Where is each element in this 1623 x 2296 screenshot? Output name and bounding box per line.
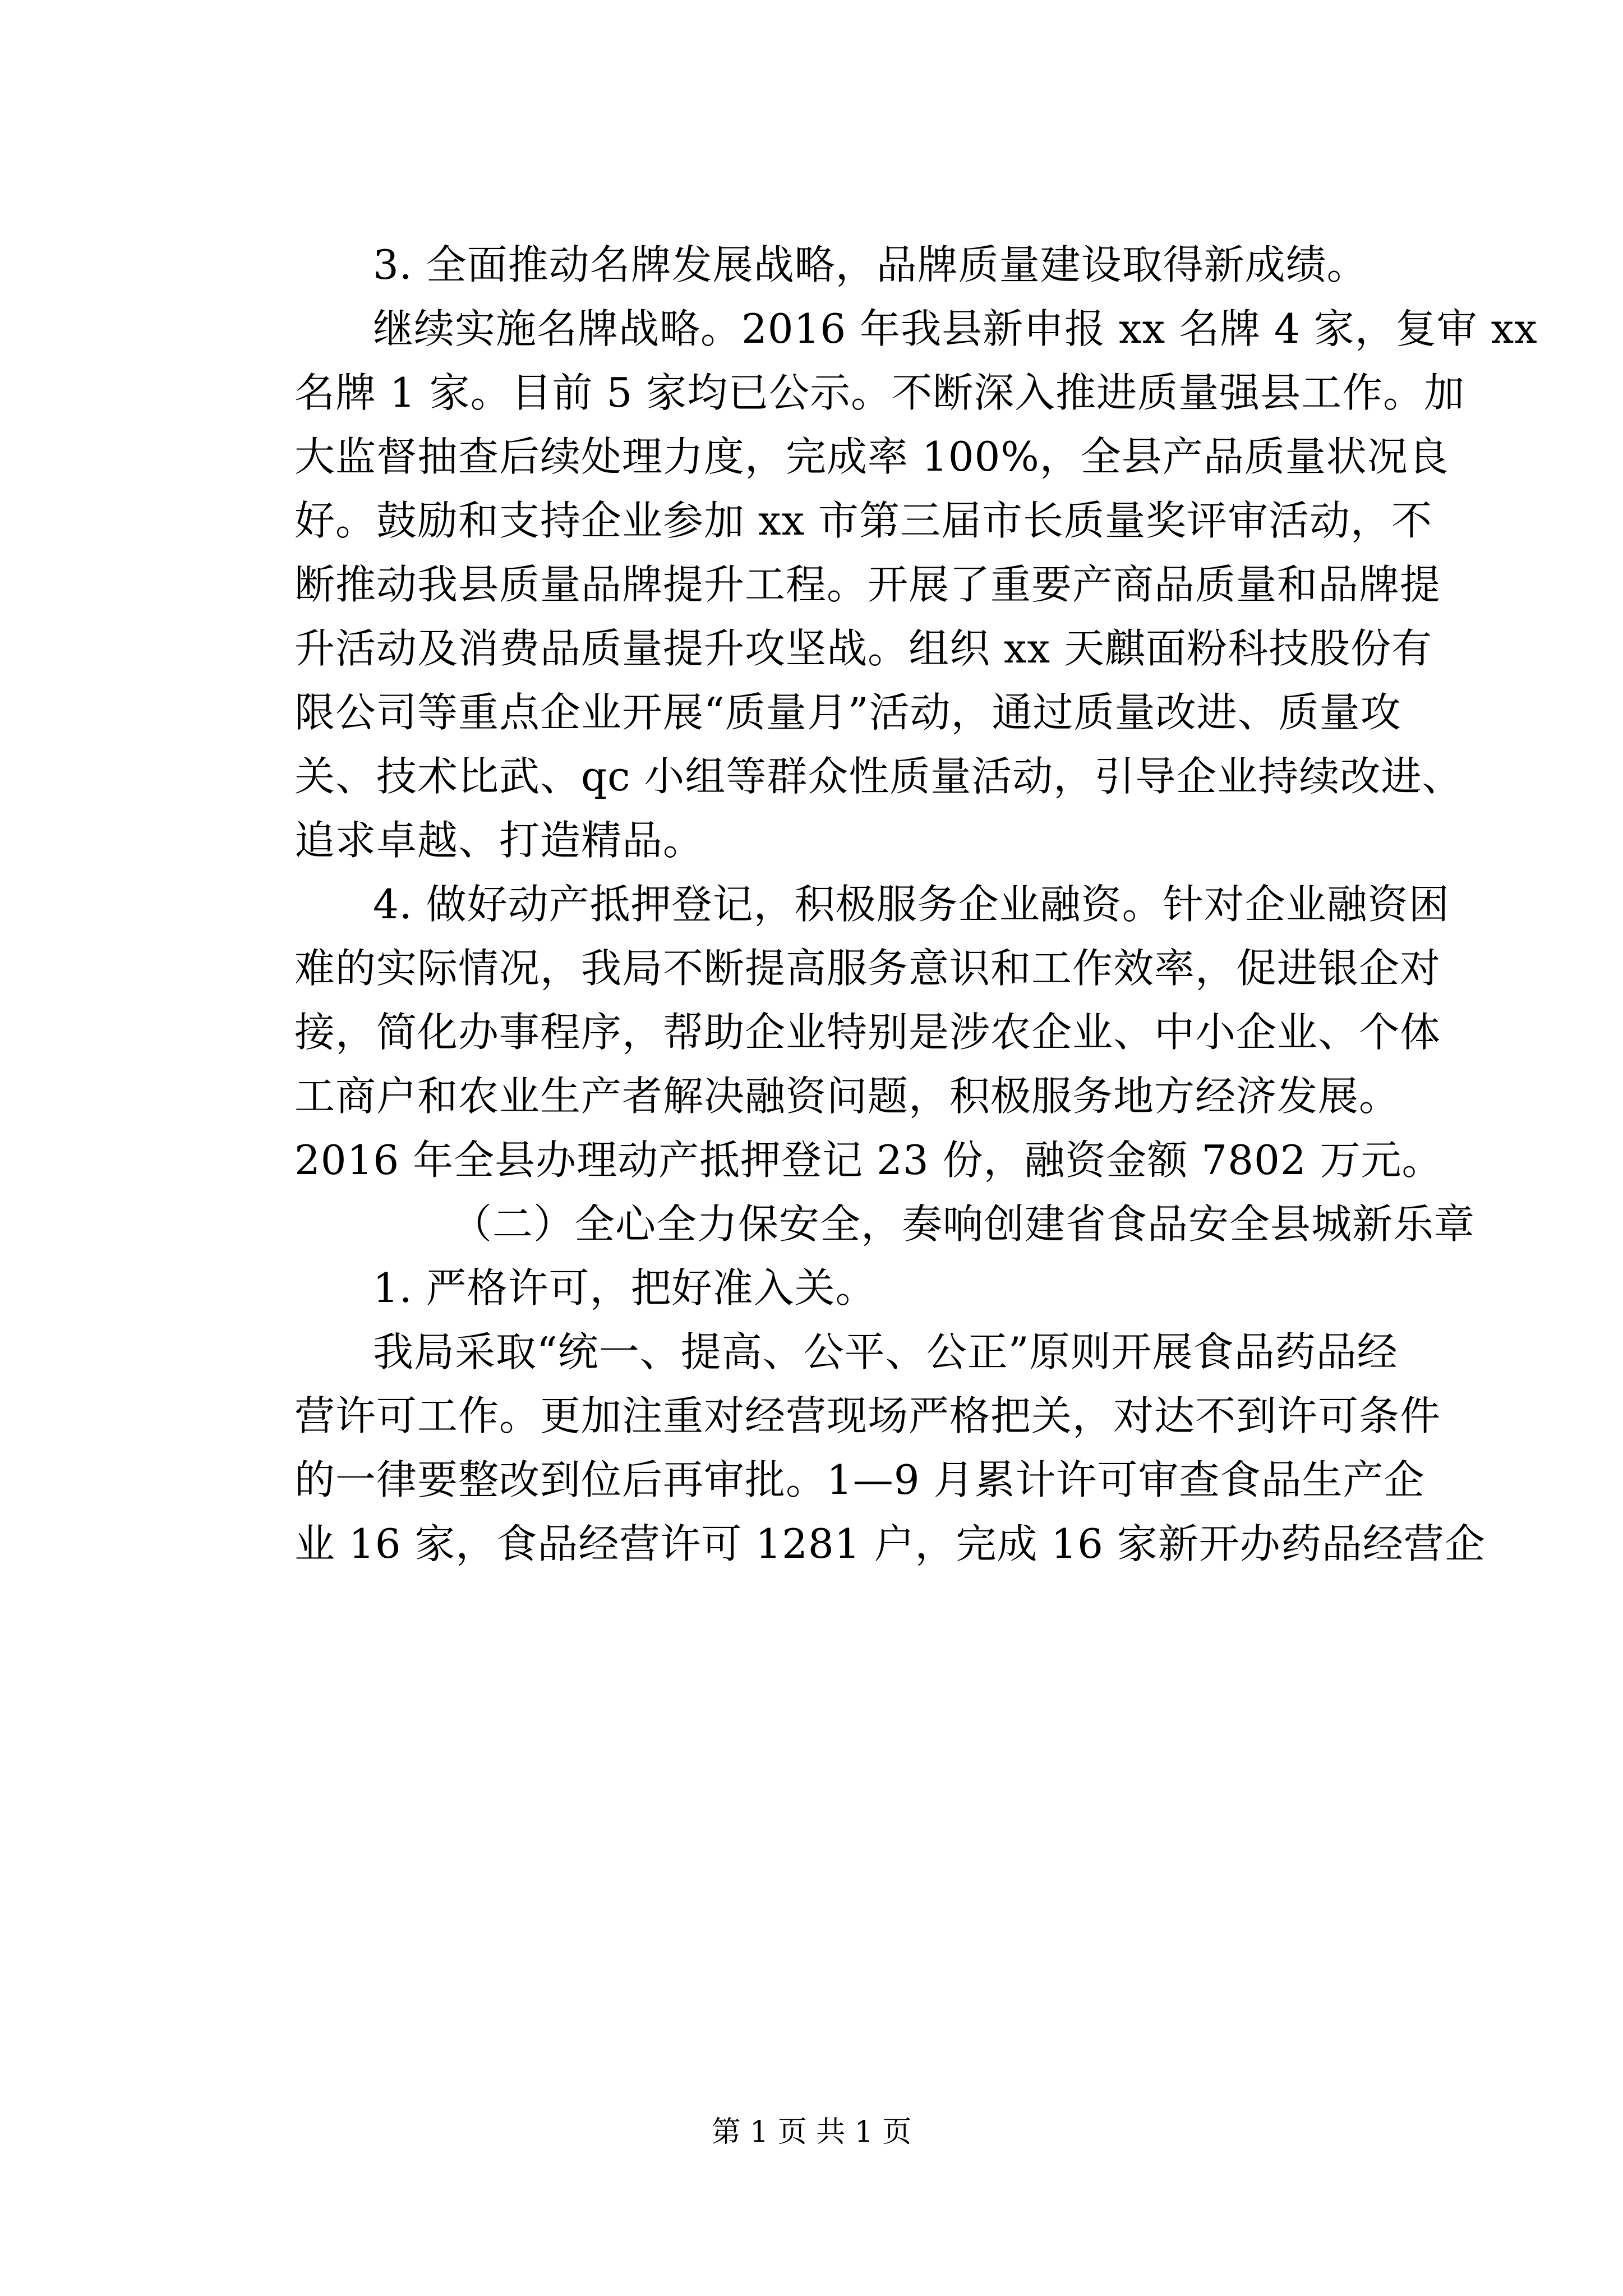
paragraph-line: 的一律要整改到位后再审批。1—9 月累计许可审查食品生产企 bbox=[294, 1456, 1425, 1503]
document-body bbox=[294, 233, 1538, 1576]
paragraph-line: 好。鼓励和支持企业参加 xx 市第三届市长质量奖评审活动，不 bbox=[294, 497, 1432, 544]
subsection-heading: 1. 严格许可，把好准入关。 bbox=[373, 1264, 877, 1312]
paragraph-line: 名牌 1 家。目前 5 家均已公示。不断深入推进质量强县工作。加 bbox=[294, 369, 1465, 416]
paragraph-line: 断推动我县质量品牌提升工程。开展了重要产商品质量和品牌提 bbox=[294, 561, 1441, 608]
paragraph-line: 接，简化办事程序，帮助企业特别是涉农企业、中小企业、个体 bbox=[294, 1009, 1441, 1056]
paragraph-line: 难的实际情况，我局不断提高服务意识和工作效率，促进银企对 bbox=[294, 945, 1441, 992]
paragraph-heading-4: 4. 做好动产抵押登记，积极服务企业融资。针对企业融资困 bbox=[373, 881, 1450, 928]
paragraph-line: 继续实施名牌战略。2016 年我县新申报 xx 名牌 4 家，复审 xx bbox=[373, 305, 1538, 352]
paragraph-line: 关、技术比武、qc 小组等群众性质量活动，引导企业持续改进、 bbox=[294, 753, 1463, 800]
paragraph-line: 工商户和农业生产者解决融资问题，积极服务地方经济发展。 bbox=[294, 1073, 1400, 1120]
paragraph-line: 我局采取“统一、提高、公平、公正”原则开展食品药品经 bbox=[373, 1328, 1398, 1375]
paragraph-heading-3: 3. 全面推动名牌发展战略，品牌质量建设取得新成绩。 bbox=[373, 241, 1368, 288]
paragraph-line: 2016 年全县办理动产抵押登记 23 份，融资金额 7802 万元。 bbox=[294, 1137, 1443, 1184]
paragraph-line: 业 16 家，食品经营许可 1281 户，完成 16 家新开办药品经营企 bbox=[294, 1520, 1486, 1567]
page-footer: 第 1 页 共 1 页 bbox=[711, 2115, 912, 2149]
paragraph-line: 大监督抽查后续处理力度，完成率 100%，全县产品质量状况良 bbox=[294, 433, 1449, 480]
section-heading: （二）全心全力保安全，奏响创建省食品安全县城新乐章 bbox=[451, 1200, 1476, 1248]
paragraph-line: 追求卓越、打造精品。 bbox=[294, 817, 704, 864]
paragraph-line: 营许可工作。更加注重对经营现场严格把关，对达不到许可条件 bbox=[294, 1392, 1441, 1439]
paragraph-line: 升活动及消费品质量提升攻坚战。组织 xx 天麒面粉科技股份有 bbox=[294, 625, 1432, 672]
paragraph-line: 限公司等重点企业开展“质量月”活动，通过质量改进、质量攻 bbox=[294, 689, 1401, 736]
